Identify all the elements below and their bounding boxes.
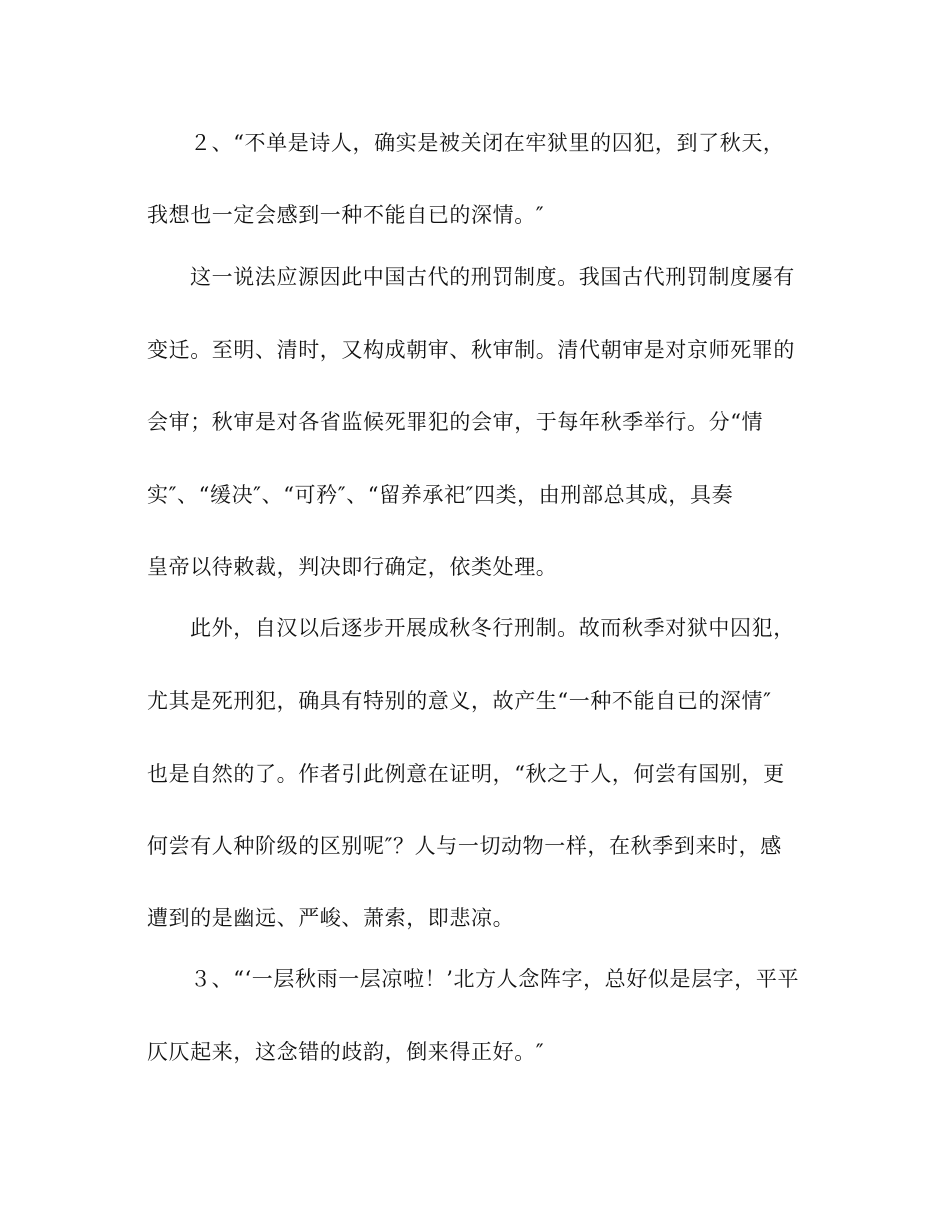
paragraph-line: 尤其是死刑犯，确具有特别的意义，故产生“一种不能自已的深情″ (147, 689, 772, 713)
paragraph-line: 仄仄起来，这念错的歧韵，倒来得正好。″ (147, 1040, 545, 1064)
paragraph-line: 变迁。至明、清时，又构成朝审、秋审制。清代朝审是对京师死罪的 (147, 338, 795, 362)
paragraph-line: ２、“不单是诗人，确实是被关闭在牢狱里的囚犯，到了秋天， (190, 131, 785, 155)
paragraph-line: 会审；秋审是对各省监候死罪犯的会审，于每年秋季举行。分“情 (147, 410, 764, 434)
paragraph-line: 我想也一定会感到一种不能自已的深情。″ (147, 203, 545, 227)
paragraph-line: 遭到的是幽远、严峻、萧索，即悲凉。 (147, 906, 515, 930)
paragraph-line: 这一说法应源因此中国古代的刑罚制度。我国古代刑罚制度屡有 (190, 265, 795, 289)
paragraph-line: 何尝有人种阶级的区别呢″？人与一切动物一样，在秋季到来时，感 (147, 834, 782, 858)
paragraph-line: 此外，自汉以后逐步开展成秋冬行刑制。故而秋季对狱中囚犯， (190, 616, 795, 640)
paragraph-line: 实″、“缓决″、“可矜″、“留养承祀″四类，由刑部总其成，具奏 (147, 483, 734, 507)
paragraph-line: 皇帝以待敕裁，判决即行确定，依类处理。 (147, 555, 558, 579)
paragraph-line: 也是自然的了。作者引此例意在证明，“秋之于人，何尝有国别，更 (147, 762, 785, 786)
paragraph-line: ３、“‘一层秋雨一层凉啦！’北方人念阵字，总好似是层字，平平 (190, 967, 800, 991)
